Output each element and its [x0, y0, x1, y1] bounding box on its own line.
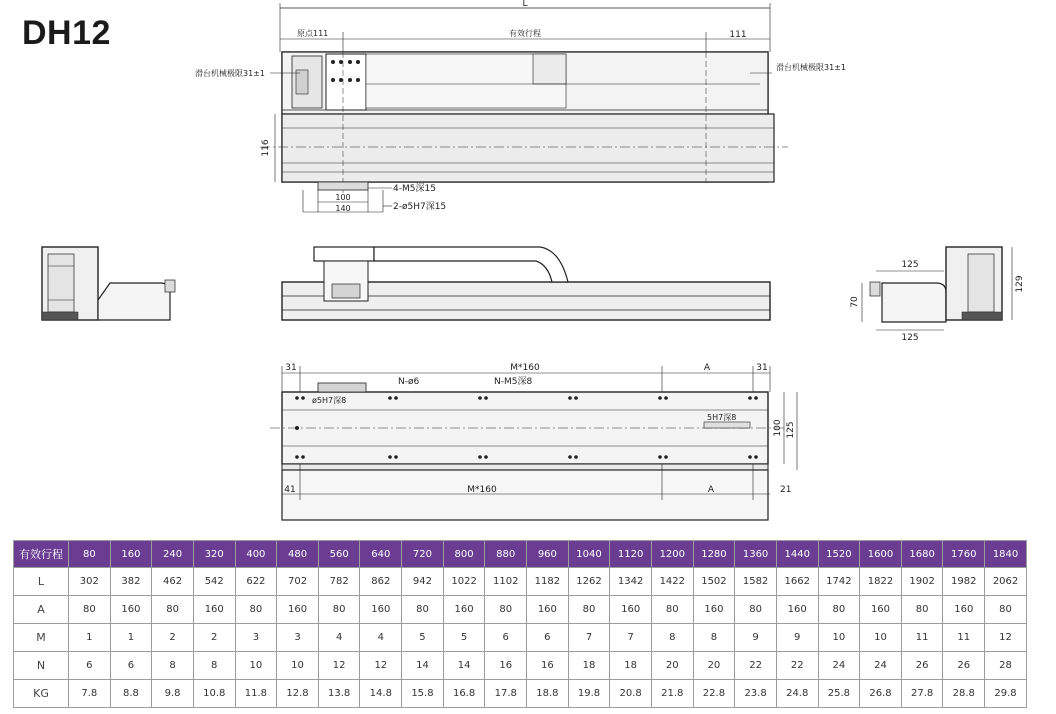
- table-cell: 80: [318, 596, 360, 624]
- table-cell: 160: [360, 596, 402, 624]
- front-side-view: [282, 247, 770, 320]
- table-cell: 6: [485, 624, 527, 652]
- table-cell: 12: [318, 652, 360, 680]
- stroke-header-cell: 1680: [901, 541, 943, 568]
- table-cell: 24: [818, 652, 860, 680]
- table-cell: 2: [193, 624, 235, 652]
- table-cell: 5: [443, 624, 485, 652]
- table-cell: 80: [651, 596, 693, 624]
- table-cell: 302: [69, 568, 111, 596]
- table-cell: 10: [860, 624, 902, 652]
- right-limit-label: 滑台机械极限31±1: [776, 63, 846, 72]
- table-cell: 10: [818, 624, 860, 652]
- table-cell: 17.8: [485, 680, 527, 708]
- table-cell: 80: [235, 596, 277, 624]
- table-cell: 1262: [568, 568, 610, 596]
- table-cell: 14: [402, 652, 444, 680]
- table-cell: 1102: [485, 568, 527, 596]
- dim-effective-stroke: 有效行程: [509, 29, 541, 38]
- table-cell: 80: [485, 596, 527, 624]
- dim-125-width: 125: [786, 421, 796, 439]
- slot-label: 5H7深8: [707, 413, 737, 422]
- pin-holes-label: 2-ø5H7深15: [393, 202, 447, 212]
- table-cell: 11: [901, 624, 943, 652]
- stroke-header-cell: 1120: [610, 541, 652, 568]
- table-cell: 782: [318, 568, 360, 596]
- stroke-header-cell: 880: [485, 541, 527, 568]
- table-cell: 862: [360, 568, 402, 596]
- stroke-header-cell: 400: [235, 541, 277, 568]
- dim-31-left: 31: [285, 363, 297, 373]
- table-cell: 160: [193, 596, 235, 624]
- dim-129: 129: [1015, 275, 1025, 293]
- hole-n-label: N-ø6: [398, 377, 420, 387]
- table-cell: 22.8: [693, 680, 735, 708]
- table-cell: 6: [527, 624, 569, 652]
- table-cell: 27.8: [901, 680, 943, 708]
- hole-m5-label: N-M5深8: [494, 377, 533, 387]
- table-cell: 8: [193, 652, 235, 680]
- table-cell: 10: [277, 652, 319, 680]
- table-cell: 26.8: [860, 680, 902, 708]
- table-row: [14, 596, 1027, 624]
- table-cell: 160: [776, 596, 818, 624]
- carriage-holes-label: 4-M5深15: [393, 184, 436, 194]
- table-cell: 80: [818, 596, 860, 624]
- table-cell: 20: [651, 652, 693, 680]
- stroke-header-cell: 1040: [568, 541, 610, 568]
- table-row: [14, 680, 1027, 708]
- table-cell: 1902: [901, 568, 943, 596]
- right-end-view: [862, 247, 1012, 330]
- table-cell: 8.8: [110, 680, 152, 708]
- table-cell: 1422: [651, 568, 693, 596]
- spec-table: [13, 540, 1027, 708]
- row-label: A: [14, 596, 69, 624]
- table-cell: 6: [69, 652, 111, 680]
- table-cell: 12: [985, 624, 1027, 652]
- table-cell: 622: [235, 568, 277, 596]
- table-cell: 1182: [527, 568, 569, 596]
- stroke-header-cell: 560: [318, 541, 360, 568]
- dim-41: 41: [284, 485, 296, 495]
- model-title: DH12: [22, 14, 111, 52]
- table-cell: 1982: [943, 568, 985, 596]
- dim-origin: 原点111: [297, 29, 329, 38]
- table-cell: 160: [277, 596, 319, 624]
- table-cell: 160: [693, 596, 735, 624]
- table-cell: 1742: [818, 568, 860, 596]
- row-label: L: [14, 568, 69, 596]
- table-cell: 7: [610, 624, 652, 652]
- dim-A-top: A: [703, 363, 711, 373]
- table-cell: 12.8: [277, 680, 319, 708]
- table-cell: 29.8: [985, 680, 1027, 708]
- table-cell: 160: [527, 596, 569, 624]
- table-cell: 1502: [693, 568, 735, 596]
- table-cell: 10.8: [193, 680, 235, 708]
- table-cell: 10: [235, 652, 277, 680]
- table-cell: 9: [735, 624, 777, 652]
- dim-A-bottom: A: [707, 485, 715, 495]
- row-label: M: [14, 624, 69, 652]
- spec-body: [14, 568, 1027, 708]
- dim-pitch-top: M*160: [510, 363, 540, 373]
- table-cell: 1822: [860, 568, 902, 596]
- table-cell: 80: [69, 596, 111, 624]
- table-cell: 18: [568, 652, 610, 680]
- table-cell: 14.8: [360, 680, 402, 708]
- table-cell: 18.8: [527, 680, 569, 708]
- bottom-view: [270, 366, 797, 520]
- row-label: KG: [14, 680, 69, 708]
- table-row: [14, 652, 1027, 680]
- table-cell: 13.8: [318, 680, 360, 708]
- table-cell: 80: [735, 596, 777, 624]
- stroke-header-cell: 80: [69, 541, 111, 568]
- left-end-view: [42, 247, 175, 320]
- stroke-header-cell: 960: [527, 541, 569, 568]
- stroke-header-cell: 1440: [776, 541, 818, 568]
- table-cell: 25.8: [818, 680, 860, 708]
- table-cell: 8: [651, 624, 693, 652]
- table-cell: 6: [110, 652, 152, 680]
- table-cell: 160: [943, 596, 985, 624]
- table-cell: 28.8: [943, 680, 985, 708]
- table-cell: 11.8: [235, 680, 277, 708]
- stroke-header-cell: 1760: [943, 541, 985, 568]
- stroke-header-cell: 240: [152, 541, 194, 568]
- dim-100: 100: [335, 193, 351, 202]
- dim-125-bottom: 125: [901, 333, 919, 343]
- table-cell: 80: [985, 596, 1027, 624]
- stroke-header-cell: 1840: [985, 541, 1027, 568]
- dim-140: 140: [335, 204, 351, 213]
- table-cell: 8: [693, 624, 735, 652]
- table-cell: 4: [360, 624, 402, 652]
- table-cell: 9: [776, 624, 818, 652]
- dim-right-111: 111: [729, 30, 747, 40]
- table-cell: 160: [860, 596, 902, 624]
- table-cell: 21.8: [651, 680, 693, 708]
- table-cell: 542: [193, 568, 235, 596]
- left-limit-label: 滑台机械极限31±1: [195, 69, 265, 78]
- row-label: N: [14, 652, 69, 680]
- table-cell: 26: [943, 652, 985, 680]
- table-cell: 1582: [735, 568, 777, 596]
- table-cell: 2: [152, 624, 194, 652]
- table-cell: 24: [860, 652, 902, 680]
- table-cell: 20: [693, 652, 735, 680]
- table-cell: 462: [152, 568, 194, 596]
- table-cell: 5: [402, 624, 444, 652]
- table-cell: 8: [152, 652, 194, 680]
- table-cell: 80: [152, 596, 194, 624]
- table-cell: 18: [610, 652, 652, 680]
- dim-100-width: 100: [773, 419, 783, 437]
- dim-125-top: 125: [901, 260, 919, 270]
- table-cell: 80: [568, 596, 610, 624]
- dim-L: L: [522, 0, 528, 9]
- table-cell: 14: [443, 652, 485, 680]
- stroke-header-cell: 160: [110, 541, 152, 568]
- table-cell: 20.8: [610, 680, 652, 708]
- table-cell: 28: [985, 652, 1027, 680]
- stroke-header-cell: 1360: [735, 541, 777, 568]
- table-cell: 23.8: [735, 680, 777, 708]
- table-row: [14, 568, 1027, 596]
- table-cell: 7: [568, 624, 610, 652]
- dim-21: 21: [780, 485, 792, 495]
- table-cell: 160: [443, 596, 485, 624]
- stroke-header-cell: 640: [360, 541, 402, 568]
- table-cell: 12: [360, 652, 402, 680]
- table-cell: 80: [402, 596, 444, 624]
- stroke-header-cell: 320: [193, 541, 235, 568]
- table-cell: 7.8: [69, 680, 111, 708]
- table-cell: 80: [901, 596, 943, 624]
- dim-70: 70: [850, 296, 860, 308]
- pin-hole-label: ø5H7深8: [312, 396, 347, 405]
- table-cell: 22: [776, 652, 818, 680]
- table-row: [14, 624, 1027, 652]
- stroke-header-cell: 480: [277, 541, 319, 568]
- table-cell: 2062: [985, 568, 1027, 596]
- dim-31-right: 31: [756, 363, 768, 373]
- table-cell: 3: [277, 624, 319, 652]
- table-cell: 942: [402, 568, 444, 596]
- table-cell: 382: [110, 568, 152, 596]
- table-cell: 26: [901, 652, 943, 680]
- dim-pitch-bottom: M*160: [467, 485, 497, 495]
- table-cell: 19.8: [568, 680, 610, 708]
- table-cell: 16: [485, 652, 527, 680]
- table-cell: 1662: [776, 568, 818, 596]
- table-cell: 1: [110, 624, 152, 652]
- table-cell: 22: [735, 652, 777, 680]
- table-cell: 16.8: [443, 680, 485, 708]
- table-cell: 16: [527, 652, 569, 680]
- stroke-header-cell: 1280: [693, 541, 735, 568]
- stroke-header-label: 有效行程: [14, 541, 69, 568]
- table-cell: 15.8: [402, 680, 444, 708]
- dim-height-116: 116: [261, 139, 271, 157]
- table-cell: 3: [235, 624, 277, 652]
- stroke-header-cell: 1200: [651, 541, 693, 568]
- table-cell: 702: [277, 568, 319, 596]
- stroke-header-cell: 1600: [860, 541, 902, 568]
- table-cell: 1022: [443, 568, 485, 596]
- stroke-header-cell: 1520: [818, 541, 860, 568]
- stroke-header-cell: 720: [402, 541, 444, 568]
- table-cell: 9.8: [152, 680, 194, 708]
- table-cell: 160: [110, 596, 152, 624]
- table-cell: 1: [69, 624, 111, 652]
- table-cell: 11: [943, 624, 985, 652]
- spec-header-row: [14, 541, 1027, 568]
- table-cell: 160: [610, 596, 652, 624]
- table-cell: 24.8: [776, 680, 818, 708]
- stroke-header-cell: 800: [443, 541, 485, 568]
- table-cell: 4: [318, 624, 360, 652]
- table-cell: 1342: [610, 568, 652, 596]
